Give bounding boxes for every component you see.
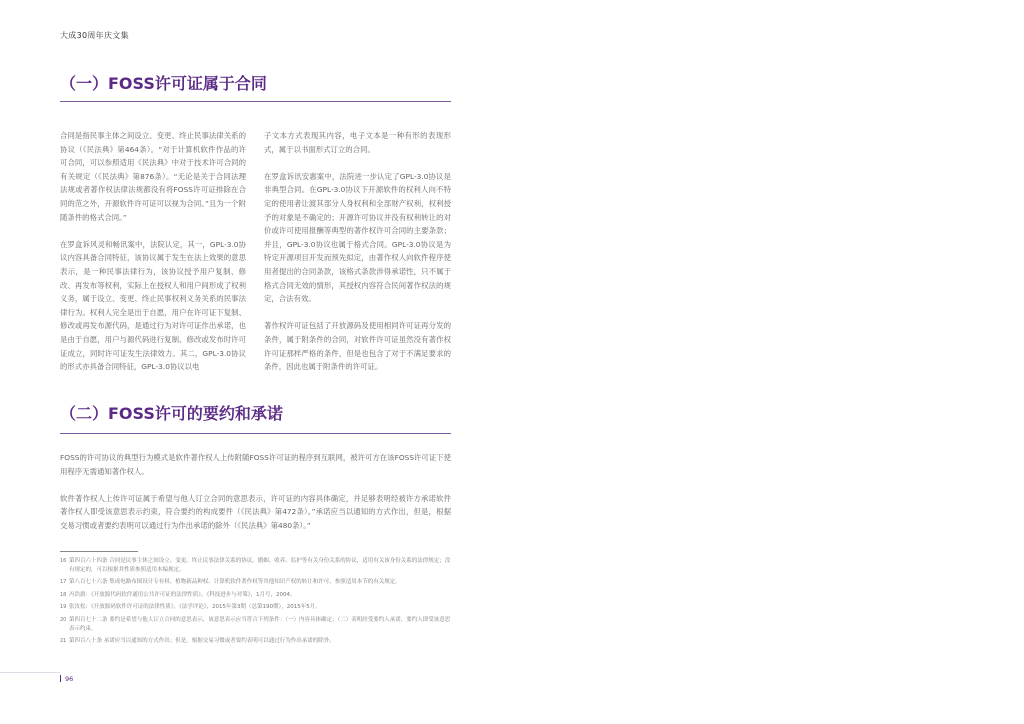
footnote-number: 20 — [60, 616, 67, 623]
footnote-text: 第四百六十四条 合同是民事主体之间设立、变更、终止民事法律关系的协议。婚姻、收养、监护等有关身份关系的协议，适用有关该身份关系的法律规定；没有规定的，可以根据其性质参照适用本编规定。 — [69, 558, 451, 573]
footnote-text: 第四百七十二条 要约是希望与他人订立合同的意思表示，该意思表示应当符合下列条件：（一）内容具体确定；（二）表明经受要约人承诺，要约人即受该意思表示约束。 — [69, 616, 451, 632]
footnote-number: 21 — [60, 638, 67, 645]
paragraph: 合同是指民事主体之间设立、变更、终止民事法律关系的协议（《民法典》第464条）。“对于计算机软件作品的许可合同，可以参照适用《民法典》中对于技术许可合同的有关规定（《民法典》第876条）。“无论是关于合同法理法规或者著作权法律法规都没有将FOSS许可证排除在合同的范之外，开源软件许可证可以视为合同。”且为一个附随条件的格式合同。” — [60, 131, 246, 222]
footnotes — [60, 557, 455, 650]
section1-left-column — [60, 129, 246, 387]
paragraph: 软件著作权人上传许可证属于希望与他人订立合同的意思表示，许可证的内容具体确定，并足够表明经被许方承诺软件著作权人即受该意思表示约束，符合要约的构成要件（《民法典》第472条）。”承诺应当以通知的方式作出，但是，根据交易习惯或者要约表明可以通过行为作出承诺的除外（《民法典》第480条）。” — [60, 493, 451, 530]
footnote-text: 第八百七十六条 集成电路布图设计专有权、植物新品种权、计算机软件著作权等其他知识产权的转让和许可，参照适用本节的有关规定。 — [69, 579, 401, 586]
paragraph: 在罗盒诉讯安惠案中，法院进一步认定了GPL-3.0协议是非典型合同。在GPL-3.0协议下开源软件的权利人向不特定的使用者让渡其部分人身权利和全部财产权利，权利授予的对象是不确定的；开源许可协议并没有权利转让的对价或许可使用报酬等典型的著作权许可合同的主要条款；并且，GPL-3.0协议也属于格式合同。GPL-3.0协议是为特定开源项目开发而预先拟定，由著作权人向软件程序使用者提出的合同条款，该格式条款涉得承诺性，只不属于格式合同无效的情形，其授权内容符合民间著作权法的规定，合法有效。 — [264, 171, 451, 304]
paragraph: 子文本方式表现其内容，电子文本是一种有形的表现形式，属于以书面形式订立的合同。 — [264, 131, 451, 154]
footnote — [60, 616, 455, 633]
section1-right-column — [264, 129, 451, 387]
section-divider — [60, 101, 451, 102]
section-title-offer-acceptance: （二）FOSS许可的要约和承诺 — [60, 404, 283, 423]
footnote-divider — [60, 551, 138, 552]
footnote — [60, 591, 455, 600]
footnote-number: 19 — [60, 604, 67, 611]
footnote-text: 冯浩旗：《开放源代码软件通用公共许可证的法律性质》，《科技进步与对策》，1月号，2004。 — [69, 591, 296, 598]
page-number: 96 — [60, 675, 73, 683]
footnote — [60, 603, 455, 612]
paragraph: 在罗盒诉风灵和畅讯案中，法院认定，其一，GPL-3.0协议内容具备合同特征，该协议属于发生在法上效果的意思表示，是一种民事法律行为，该协议授予用户复制、修改、再发布等权利，实际上在授权人和用户间形成了权利义务，属于设立、变更、终止民事权利义务关系的民事法律行为。权利人完全是出于自愿，用户在许可证下复制、修改或再发布源代码，是通过行为对许可证作出承诺，也是由于自愿，用户与源代码进行复制、修改或发布时许可证成立，同时许可证发生法律效力。其二，GPL-3.0协议的形式亦具备合同特征，GPL-3.0协议以电 — [60, 239, 246, 372]
footnote — [60, 578, 455, 587]
footnote — [60, 637, 455, 646]
section-divider — [60, 433, 451, 434]
section-title-foss-license-contract: （一）FOSS许可证属于合同 — [60, 74, 267, 93]
section2-body — [60, 451, 451, 546]
paragraph: 著作权许可证包括了开放源码及使用相同许可证再分发的条件，属于附条件的合同，对软件许可证虽然没有著作权许可证那样严格的条件，但是也包含了对于不满足要求的条件，因此也属于附条件的许可证。 — [264, 321, 451, 372]
running-header: 大成30周年庆文集 — [60, 31, 129, 40]
footnote-number: 17 — [60, 579, 67, 586]
footnote-number: 16 — [60, 558, 67, 564]
footnote-number: 18 — [60, 591, 67, 598]
footnote-text: 张汝松：《开放源码软件许可证的法律性质》，《法学评论》，2015年第3期（总第190期），2015年5月。 — [69, 604, 321, 611]
footnote-text: 第四百八十条 承诺应当以通知的方式作出；但是，根据交易习惯或者要约表明可以通过行为作出承诺的除外。 — [69, 638, 335, 645]
footnote — [60, 557, 455, 574]
paragraph: FOSS的许可协议的典型行为模式是软件著作权人上传附随FOSS许可证的程序到互联网，被许可方在该FOSS许可证下使用程序无需通知著作权人。 — [60, 453, 451, 476]
page-edge-line — [0, 672, 60, 673]
